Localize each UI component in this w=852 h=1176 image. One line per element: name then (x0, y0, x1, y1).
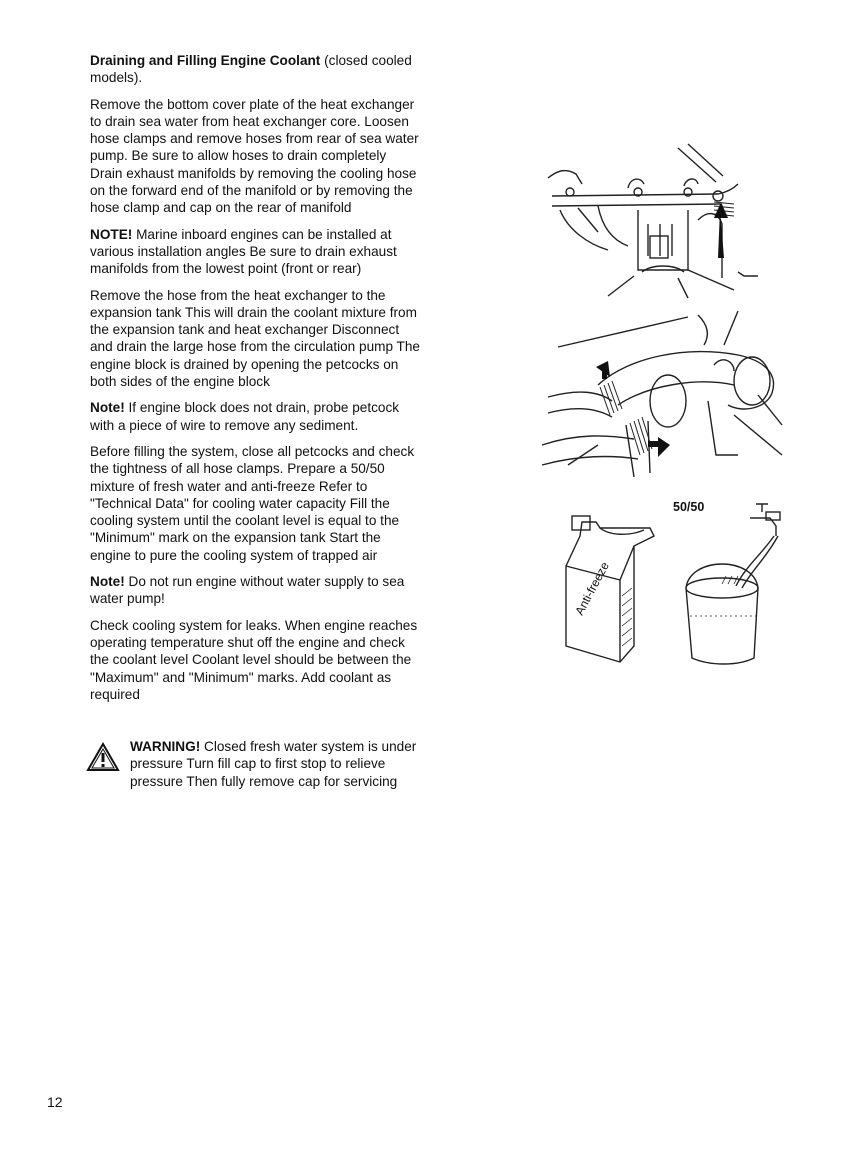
warning-body: Closed fresh water system is under pressure Turn fill cap to first stop to relieve pressure Then fully remove cap for servicing (130, 739, 417, 789)
warning-label: WARNING! (130, 739, 201, 754)
paragraph-drain-sea-water: Remove the bottom cover plate of the heat exchanger to drain sea water from heat exchanger core. Loosen hose clamps and remove hoses from rear of sea water pump. Be sure to allow hoses to drain completely Drain exhaust manifolds by removing the cooling hose on the forward end of the manifold or by removing the hose clamp and cap on the rear of manifold (90, 96, 419, 216)
mixture-ratio-label: 50/50 (673, 500, 705, 514)
paragraph-filling-system: Before filling the system, close all petcocks and check the tightness of all hose clamps. Prepare a 50/50 mixture of fresh water and anti-freeze Refer to "Technical Data" for cooling water capacity Fill the cooling system until the coolant level is equal to the "Minimum" mark on the expansion tank Start the engine to pure the cooling system of trapped air (90, 443, 415, 563)
warning-triangle-icon (86, 742, 120, 772)
figure-exhaust-manifold (538, 140, 768, 300)
antifreeze-bucket-illustration (560, 496, 810, 666)
note-water-supply (90, 573, 422, 608)
note-text: Do not run engine without water supply to sea water pump! (90, 574, 405, 607)
paragraph-check-leaks: Check cooling system for leaks. When engine reaches operating temperature shut off the engine and check the coolant level Coolant level should be between the "Maximum" and "Minimum" marks. Add coolant as required (90, 617, 418, 702)
heading-title: Draining and Filling Engine Coolant (90, 53, 321, 68)
note-label: NOTE! (90, 226, 133, 242)
note-text: Marine inboard engines can be installed at various installation angles Be sure to drain exhaust manifolds from the lowest point (front or rear) (90, 226, 397, 277)
warning-text (130, 738, 430, 790)
main-text-column (90, 52, 422, 712)
figure-heat-exchanger (538, 305, 788, 485)
paragraph-drain-expansion-tank: Remove the hose from the heat exchanger to the expansion tank This will drain the coolant mixture from the expansion tank and heat exchanger Disconnect and drain the large hose from the circulation pump The engine block is drained by opening the petcocks on both sides of the engine block (90, 287, 420, 390)
note-installation-angles (90, 226, 422, 278)
heading-suffix: (closed cooled models). (90, 53, 412, 86)
heat-exchanger-illustration (538, 305, 788, 485)
section-heading (90, 52, 422, 87)
exhaust-manifold-illustration (538, 140, 768, 300)
antifreeze-container-label: Anti-freeze (572, 559, 612, 618)
note-petcock-sediment (90, 399, 422, 434)
page-number: 12 (47, 1094, 63, 1110)
figure-antifreeze-mix (560, 496, 810, 666)
note-label: Note! (90, 574, 125, 590)
note-label: Note! (90, 400, 125, 416)
note-text: If engine block does not drain, probe petcock with a piece of wire to remove any sediment. (90, 400, 400, 433)
